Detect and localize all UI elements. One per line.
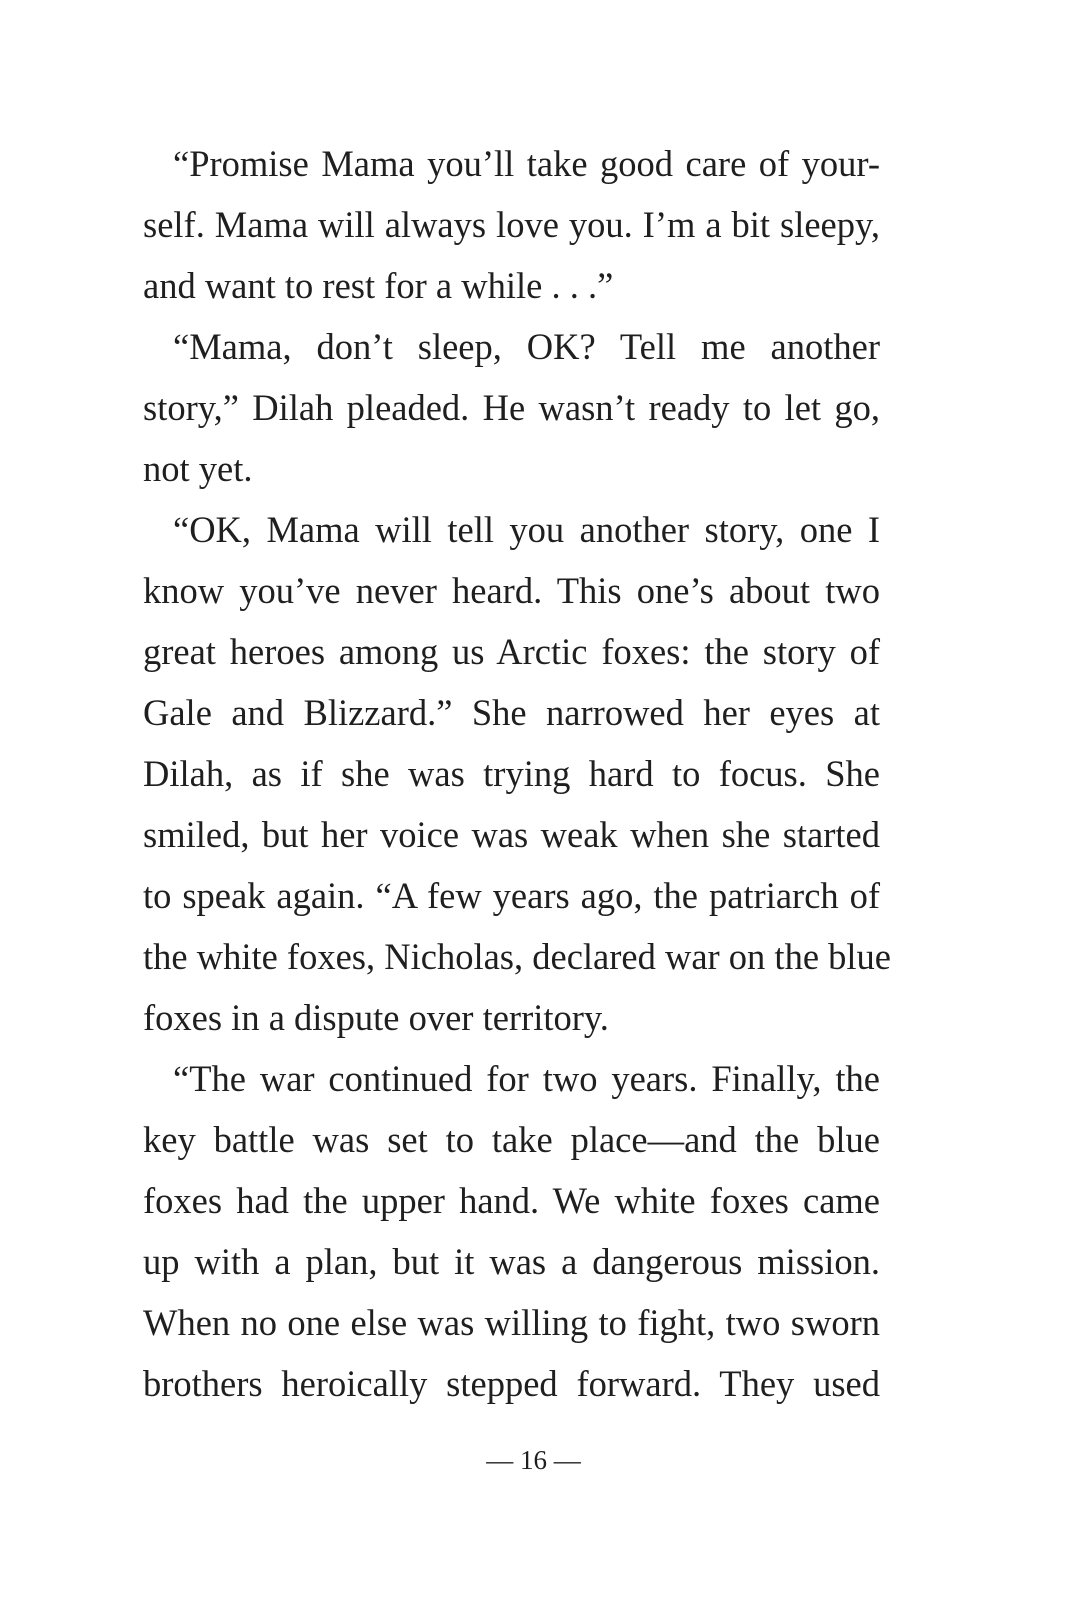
text-line: great heroes among us Arctic foxes: the story of [143, 631, 880, 672]
text-line: “The war continued for two years. Finally, the [173, 1058, 880, 1099]
paragraph [143, 1048, 880, 1414]
text-line: story,” Dilah pleaded. He wasn’t ready to let go, [143, 387, 880, 428]
paragraph [143, 499, 891, 1048]
text-line: smiled, but her voice was weak when she started [143, 814, 880, 855]
page-number: — 16 — [486, 1445, 581, 1475]
text-line: “Promise Mama you’ll take good care of your- [173, 143, 880, 184]
text-line: know you’ve never heard. This one’s about two [143, 570, 880, 611]
text-line: and want to rest for a while . . .” [143, 265, 614, 306]
text-line: Dilah, as if she was trying hard to focus. She [143, 753, 880, 794]
text-line: foxes had the upper hand. We white foxes came [143, 1180, 880, 1221]
text-line: brothers heroically stepped forward. They used [143, 1363, 880, 1404]
text-line: Gale and Blizzard.” She narrowed her eyes at [143, 692, 880, 733]
paragraph [143, 316, 880, 499]
paragraph [143, 133, 880, 316]
text-line: key battle was set to take place—and the blue [143, 1119, 880, 1160]
text-line: “Mama, don’t sleep, OK? Tell me another [173, 326, 880, 367]
text-line: self. Mama will always love you. I’m a bit sleepy, [143, 204, 880, 245]
text-line: to speak again. “A few years ago, the patriarch of [143, 875, 880, 916]
text-line: the white foxes, Nicholas, declared war on the blue [143, 936, 891, 977]
text-line: not yet. [143, 448, 253, 489]
text-line: up with a plan, but it was a dangerous mission. [143, 1241, 880, 1282]
body-text [143, 133, 891, 1414]
text-line: foxes in a dispute over territory. [143, 997, 609, 1038]
text-line: When no one else was willing to fight, two sworn [143, 1302, 880, 1343]
text-line: “OK, Mama will tell you another story, one I [173, 509, 880, 550]
